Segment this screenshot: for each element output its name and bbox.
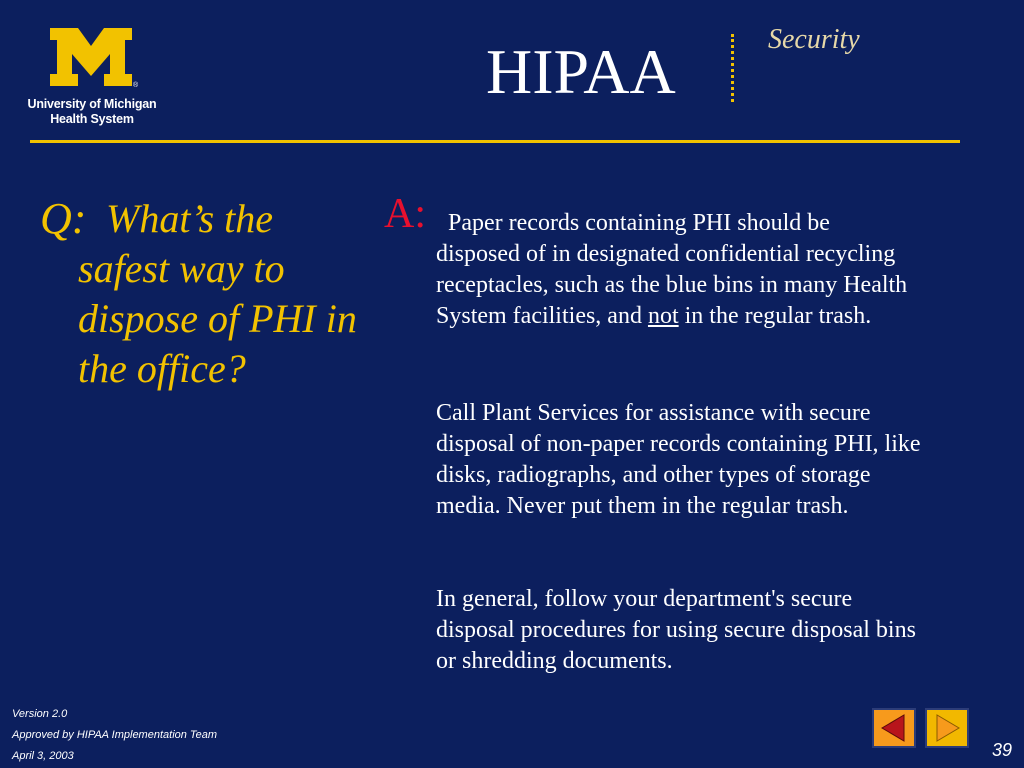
slide-title: HIPAA <box>486 36 676 107</box>
logo-org-name: University of Michigan <box>27 97 157 111</box>
page-number: 39 <box>992 740 1013 760</box>
header-rule <box>30 140 960 143</box>
registered-mark: ® <box>133 82 139 89</box>
answer-paragraph-1-lead: Paper records containing PHI should be <box>448 210 830 236</box>
next-slide-button[interactable] <box>925 708 969 748</box>
answer-paragraph-1 <box>384 208 930 332</box>
triangle-right-icon <box>927 710 967 746</box>
answer-paragraph-2: Call Plant Services for assistance with secure disposal of non-paper records containing PHI, like disks, radiographs, and other types of storage media. Never put them in the regular trash. <box>436 400 921 519</box>
umhs-logo <box>28 26 168 130</box>
footer-approved: Approved by HIPAA Implementation Team <box>12 729 218 741</box>
answer-paragraph-3: In general, follow your department's secure disposal procedures for using secure disposal bins or shredding documents. <box>436 586 916 674</box>
logo-org-subname: Health System <box>50 112 134 126</box>
footer-date: April 3, 2003 <box>12 750 74 762</box>
question-block <box>40 194 370 394</box>
answer-paragraph-1-tail: in the regular trash. <box>678 303 872 329</box>
slide-subtitle: Security <box>768 24 860 55</box>
question-label: Q: <box>40 194 87 243</box>
answer-emphasis: not <box>647 303 679 329</box>
triangle-left-icon <box>874 710 914 746</box>
question-text: What’s the safest way to dispose of PHI in the office? <box>78 196 357 391</box>
footer-version: Version 2.0 <box>12 708 68 720</box>
block-m-logo-icon <box>48 26 134 88</box>
title-divider <box>731 34 734 102</box>
answer-label: A: <box>384 191 426 237</box>
previous-slide-button[interactable] <box>872 708 916 748</box>
answer-paragraph-1-body: disposed of in designated confidential recycling receptacles, such as the blue bins in many Health System facilities, and <box>436 241 908 329</box>
